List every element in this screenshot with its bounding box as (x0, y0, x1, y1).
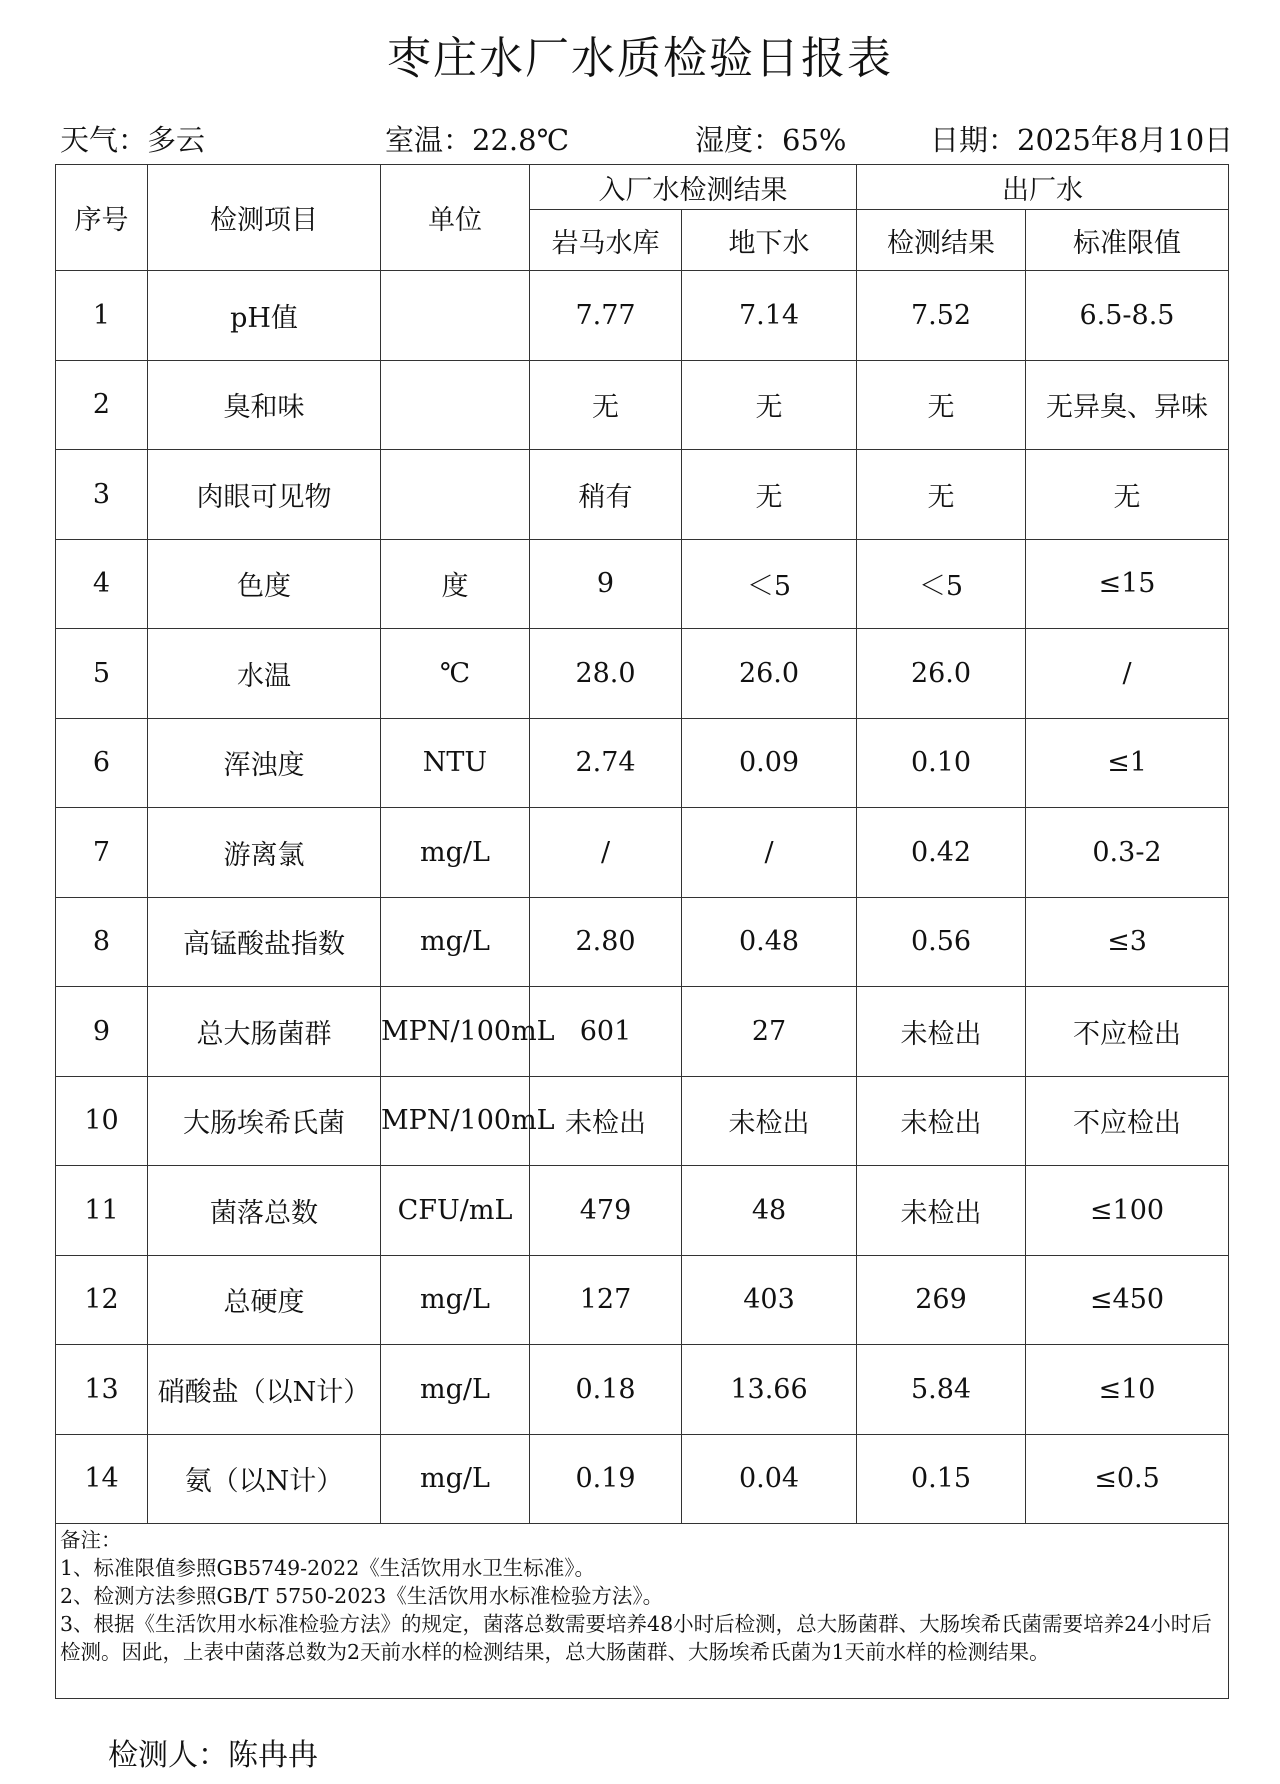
temperature-label: 室温：22.8℃ (385, 123, 570, 157)
cell-item: 硝酸盐（以N计） (148, 1345, 381, 1435)
cell-result: 未检出 (857, 1076, 1026, 1166)
cell-seq: 1 (56, 271, 148, 361)
cell-result: 无 (857, 360, 1026, 450)
cell-result: ＜5 (857, 539, 1026, 629)
cell-result: 0.10 (857, 718, 1026, 808)
cell-reservoir: 9 (530, 539, 682, 629)
cell-result: 未检出 (857, 1166, 1026, 1256)
cell-limit: ≤3 (1026, 897, 1229, 987)
cell-limit: 不应检出 (1026, 1076, 1229, 1166)
cell-item: 高锰酸盐指数 (148, 897, 381, 987)
cell-limit: / (1026, 629, 1229, 719)
cell-item: 总硬度 (148, 1255, 381, 1345)
cell-groundwater: 0.48 (682, 897, 857, 987)
cell-unit: NTU (381, 718, 530, 808)
header-groundwater: 地下水 (682, 210, 857, 271)
cell-reservoir: 601 (530, 987, 682, 1077)
cell-result: 5.84 (857, 1345, 1026, 1435)
table-row (56, 1076, 1229, 1166)
cell-seq: 2 (56, 360, 148, 450)
cell-limit: ≤100 (1026, 1166, 1229, 1256)
cell-result: 0.15 (857, 1434, 1026, 1524)
table-row (56, 808, 1229, 898)
cell-groundwater: 0.09 (682, 718, 857, 808)
cell-reservoir: 2.80 (530, 897, 682, 987)
cell-item: 总大肠菌群 (148, 987, 381, 1077)
cell-unit (381, 360, 530, 450)
cell-groundwater: 48 (682, 1166, 857, 1256)
cell-reservoir: 7.77 (530, 271, 682, 361)
header-row-1 (56, 165, 1229, 210)
cell-result: 7.52 (857, 271, 1026, 361)
humidity-label: 湿度：65% (695, 123, 847, 157)
table-row (56, 271, 1229, 361)
cell-unit: mg/L (381, 1434, 530, 1524)
cell-unit: MPN/100mL (381, 987, 530, 1077)
cell-seq: 5 (56, 629, 148, 719)
cell-result: 0.56 (857, 897, 1026, 987)
date-label: 日期：2025年8月10日 (930, 123, 1234, 157)
table-row (56, 718, 1229, 808)
table-row (56, 1345, 1229, 1435)
table-row (56, 897, 1229, 987)
cell-limit: 无 (1026, 450, 1229, 540)
cell-seq: 6 (56, 718, 148, 808)
cell-unit (381, 450, 530, 540)
cell-limit: ≤15 (1026, 539, 1229, 629)
cell-groundwater: 403 (682, 1255, 857, 1345)
cell-item: 游离氯 (148, 808, 381, 898)
cell-seq: 12 (56, 1255, 148, 1345)
table-row (56, 360, 1229, 450)
cell-limit: ≤1 (1026, 718, 1229, 808)
cell-seq: 4 (56, 539, 148, 629)
cell-reservoir: 0.19 (530, 1434, 682, 1524)
cell-unit: ℃ (381, 629, 530, 719)
cell-item: 氨（以N计） (148, 1434, 381, 1524)
cell-item: 大肠埃希氏菌 (148, 1076, 381, 1166)
cell-limit: 0.3-2 (1026, 808, 1229, 898)
cell-unit: mg/L (381, 1345, 530, 1435)
cell-unit: mg/L (381, 897, 530, 987)
cell-unit: 度 (381, 539, 530, 629)
water-quality-table (55, 164, 1229, 1699)
notes-line-2: 2、检测方法参照GB/T 5750-2023《生活饮用水标准检验方法》。 (60, 1584, 664, 1608)
cell-result: 未检出 (857, 987, 1026, 1077)
notes-row (56, 1524, 1229, 1699)
table-row (56, 629, 1229, 719)
header-reservoir: 岩马水库 (530, 210, 682, 271)
cell-item: 菌落总数 (148, 1166, 381, 1256)
cell-reservoir: 稍有 (530, 450, 682, 540)
cell-reservoir: / (530, 808, 682, 898)
cell-reservoir: 2.74 (530, 718, 682, 808)
table-row (56, 539, 1229, 629)
cell-unit: MPN/100mL (381, 1076, 530, 1166)
cell-result: 269 (857, 1255, 1026, 1345)
cell-limit: 无异臭、异味 (1026, 360, 1229, 450)
header-item: 检测项目 (148, 165, 381, 271)
header-unit: 单位 (381, 165, 530, 271)
cell-item: 色度 (148, 539, 381, 629)
cell-item: 浑浊度 (148, 718, 381, 808)
cell-groundwater: 7.14 (682, 271, 857, 361)
header-inflow-group: 入厂水检测结果 (530, 165, 857, 210)
cell-result: 无 (857, 450, 1026, 540)
cell-item: 臭和味 (148, 360, 381, 450)
table-row (56, 1434, 1229, 1524)
cell-item: 肉眼可见物 (148, 450, 381, 540)
cell-groundwater: 26.0 (682, 629, 857, 719)
cell-groundwater: 无 (682, 360, 857, 450)
cell-reservoir: 479 (530, 1166, 682, 1256)
table-row (56, 1166, 1229, 1256)
notes-heading: 备注： (60, 1528, 122, 1552)
table-row (56, 1255, 1229, 1345)
cell-limit: ≤0.5 (1026, 1434, 1229, 1524)
cell-reservoir: 无 (530, 360, 682, 450)
header-limit: 标准限值 (1026, 210, 1229, 271)
cell-reservoir: 0.18 (530, 1345, 682, 1435)
cell-groundwater: 27 (682, 987, 857, 1077)
cell-limit: ≤450 (1026, 1255, 1229, 1345)
cell-seq: 9 (56, 987, 148, 1077)
cell-seq: 3 (56, 450, 148, 540)
cell-groundwater: 无 (682, 450, 857, 540)
cell-unit: mg/L (381, 808, 530, 898)
cell-limit: 不应检出 (1026, 987, 1229, 1077)
cell-unit: mg/L (381, 1255, 530, 1345)
cell-seq: 13 (56, 1345, 148, 1435)
notes-line-1: 1、标准限值参照GB5749-2022《生活饮用水卫生标准》。 (60, 1556, 596, 1580)
header-seq: 序号 (56, 165, 148, 271)
cell-groundwater: ＜5 (682, 539, 857, 629)
inspector-label: 检测人：陈冉冉 (108, 1738, 318, 1773)
table-row (56, 450, 1229, 540)
weather-label: 天气：多云 (60, 123, 206, 157)
notes-cell (56, 1524, 1229, 1699)
cell-limit: ≤10 (1026, 1345, 1229, 1435)
cell-groundwater: 未检出 (682, 1076, 857, 1166)
header-result: 检测结果 (857, 210, 1026, 271)
cell-seq: 14 (56, 1434, 148, 1524)
cell-seq: 8 (56, 897, 148, 987)
header-outflow-group: 出厂水 (857, 165, 1229, 210)
report-title: 枣庄水厂水质检验日报表 (387, 33, 893, 84)
cell-item: 水温 (148, 629, 381, 719)
cell-groundwater: 0.04 (682, 1434, 857, 1524)
cell-groundwater: 13.66 (682, 1345, 857, 1435)
cell-groundwater: / (682, 808, 857, 898)
cell-reservoir: 127 (530, 1255, 682, 1345)
cell-result: 0.42 (857, 808, 1026, 898)
cell-reservoir: 28.0 (530, 629, 682, 719)
cell-limit: 6.5-8.5 (1026, 271, 1229, 361)
cell-result: 26.0 (857, 629, 1026, 719)
cell-item: pH值 (148, 271, 381, 361)
cell-seq: 7 (56, 808, 148, 898)
cell-unit (381, 271, 530, 361)
cell-reservoir: 未检出 (530, 1076, 682, 1166)
cell-seq: 10 (56, 1076, 148, 1166)
cell-unit: CFU/mL (381, 1166, 530, 1256)
cell-seq: 11 (56, 1166, 148, 1256)
table-row (56, 987, 1229, 1077)
notes-line-3: 3、根据《生活饮用水标准检验方法》的规定，菌落总数需要培养48小时后检测，总大肠菌群、大肠埃希氏菌需要培养24小时后检测。因此，上表中菌落总数为2天前水样的检测结果，总大肠菌群、大肠埃希氏菌为1天前水样的检测结果。 (60, 1612, 1212, 1664)
